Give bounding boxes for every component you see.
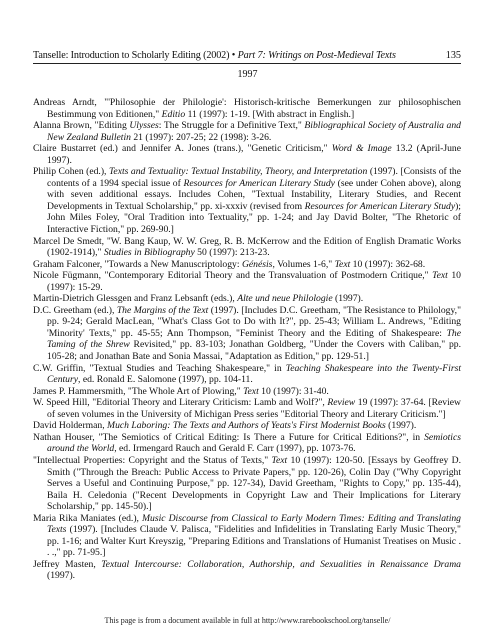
bibliography-entry (33, 259, 461, 271)
bibliography-entry (33, 270, 461, 293)
entry-italic-title: Textual Intercourse: Collaboration, Authorship, and Sexualities in Renaissance Drama (101, 558, 461, 570)
entry-italic-title: Text (334, 258, 351, 270)
entry-text: W. Speed Hill, "Editorial Theory and Literary Criticism: Lamb and Wolf?", (33, 397, 328, 409)
entry-italic-title: The Margins of the Text (116, 304, 209, 316)
entry-italic-title: Texts and Textuality: Textual Instability, Theory, and Interpretation (108, 166, 368, 178)
bibliography-entry (33, 97, 461, 120)
page-footer: This page is from a document available in full at http://www.rarebookschool.org/tanselle/ (104, 616, 391, 625)
bibliography-entry (33, 120, 461, 143)
bibliography-entry (33, 305, 461, 363)
entry-italic-title: The Taming of the Shrew (47, 327, 461, 351)
entry-text: James P. Hammersmith, "The Whole Art of Plowing," (33, 385, 244, 397)
bibliography-entry (33, 397, 461, 420)
bibliography-entry (33, 455, 461, 513)
entry-italic-title: Teaching Shakespeare into the Twenty-First Century (47, 362, 462, 386)
bibliography-entry (33, 236, 461, 259)
entry-italic-title: Resources for American Literary Study (183, 177, 335, 189)
entry-text: : The Struggle for a Definitive Text," (158, 120, 305, 132)
entry-italic-title: Much Laboring: The Texts and Authors of Yeats's First Modernist Books (107, 420, 386, 432)
entry-text: ); John Miles Foley, "Oral Tradition into Textuality," pp. 1-24; and Jay David Bolter, "The Rhetoric of Interactive Fiction," pp. 269-90.] (47, 200, 461, 236)
bibliography-entry (33, 559, 461, 582)
entry-italic-title: Music Discourse from Classical to Early Modern Times: Editing and Translating Texts (47, 512, 461, 536)
entry-italic-title: Review (327, 397, 356, 409)
entry-italic-title: Bibliographical Society of Australia and New Zealand Bulletin (47, 120, 461, 143)
bibliography-entry (33, 432, 461, 455)
entry-text: (1997). (385, 420, 417, 432)
entry-text: , ed. Irmengard Rauch and Gerald F. Carr (1997), pp. 1073-76. (114, 443, 356, 455)
entry-text: Nathan Houser, "The Semiotics of Critical Editing: Is There a Future for Critical Editions?", in (33, 431, 425, 443)
entry-text: Revisited," pp. 83-103; Jonathan Goldberg, "Under the Covers with Caliban," pp. 105-28; and Jonathan Bate and Sonia Massai, "Adaptation as Edition," pp. 129-51.] (47, 339, 462, 363)
bibliography-entry (33, 513, 461, 559)
entry-text: Philip Cohen (ed.), (33, 166, 109, 178)
entry-italic-title: Génésis (241, 258, 273, 270)
entry-italic-title: Text (432, 270, 448, 282)
entry-text: 13.2 (April-June 1997). (47, 143, 462, 166)
bibliography-entry (33, 420, 461, 432)
entry-italic-title: Text (243, 385, 259, 397)
entry-italic-title: Semiotics around the World (47, 431, 461, 455)
entry-text: David Holderman, (33, 420, 108, 432)
entry-text: Nicole Fügmann, "Contemporary Editorial Theory and the Transvaluation of Postmodern Critique," (33, 270, 433, 282)
entry-text: 10 (1997): 120-50. [Essays by Geoffrey D. Smith ("Through the Breach: Public Access to Private Papers," pp. 120-26), Colin Day ("Why Copyright Serves a Useful and Continuing Purpose," pp. 127-34), David Greetham, "Rights to Copy," pp. 135-44), Baila H. Celedonia ("Recent Developments in Copyright Law and Their Implications for Literary Scholarship," pp. 145-50).] (47, 454, 461, 513)
bibliography-entry (33, 143, 461, 166)
entry-italic-title: Editio (161, 108, 186, 120)
bibliography-list (33, 97, 461, 582)
entry-italic-title: Word & Image (331, 143, 392, 155)
entry-italic-title: Ulysses (129, 120, 159, 132)
entry-text: C.W. Griffin, "Textual Studies and Teaching Shakespeare," in (33, 362, 286, 374)
entry-text: 50 (1997): 213-23. (194, 247, 270, 259)
entry-text: Martin-Dietrich Glessgen and Franz Lebsanft (eds.), (33, 293, 238, 305)
entry-text: "Intellectual Properties: Copyright and the Status of Texts," (33, 454, 272, 466)
entry-text: (1997). (332, 293, 364, 305)
entry-italic-title: Studies in Bibliography (103, 247, 195, 259)
entry-text: 11 (1997): 1-19. [With abstract in English.] (185, 108, 355, 120)
header-rule (33, 63, 461, 64)
entry-text: 21 (1997): 207-25; 22 (1998): 3-26. (130, 131, 272, 143)
entry-text: (see under Cohen above), along with seven additional essays. Includes Cohen, "Textual Instability, Literary Studies, and Recent Developments in Textual Scholarship," pp. xi-xxxiv (revised from (47, 177, 461, 212)
entry-text: , Volumes 1-6," (272, 258, 335, 270)
entry-italic-title: Resources for American Literary Study (304, 200, 456, 212)
bibliography-entry (33, 386, 461, 398)
running-header (33, 50, 461, 62)
entry-text: D.C. Greetham (ed.), (33, 304, 117, 316)
entry-text: , ed. Ronald E. Salomone (1997), pp. 104-11. (78, 374, 253, 386)
bibliography-entry (33, 363, 461, 386)
section-year-heading: 1997 (237, 69, 258, 80)
running-header-title: Tanselle: Introduction to Scholarly Editing (2002) • Part 7: Writings on Post-Medieval Texts (33, 50, 396, 61)
entry-text: Alanna Brown, "Editing (33, 120, 130, 132)
entry-text: 10 (1997): 31-40. (258, 385, 329, 397)
entry-italic-title: Text (271, 454, 288, 466)
entry-text: Graham Falconer, "Towards a New Manuscriptology: (33, 258, 242, 270)
entry-text: (1997). [Consists of the contents of a 1994 special issue of (47, 166, 462, 189)
entry-text: Marcel De Smedt, "W. Bang Kaup, W. W. Greg, R. B. McKerrow and the Edition of English Dramatic Works (1902-1914)," (33, 235, 461, 259)
entry-text: 10 (1997): 15-29. (47, 270, 461, 293)
entry-text: (1997). [Includes Claude V. Palisca, "Fidelities and Infidelities in Translating Early Music Theory," pp. 1-16; and Walter Kurt Kreyszig, "Preparing Editions and Translations of Humanist Treatises on Music . . .," pp. 71-95.] (47, 524, 461, 559)
entry-text: 19 (1997): 37-64. [Review of seven volumes in the University of Michigan Press series "Editorial Theory and Literary Criticism."] (47, 397, 461, 420)
entry-text: Maria Rika Maniates (ed.), (33, 512, 142, 524)
page-number: 135 (445, 50, 461, 61)
entry-text: (1997). (47, 570, 76, 582)
bibliography-entry (33, 293, 461, 305)
entry-text: Claire Bustarret (ed.) and Jennifer A. Jones (trans.), "Genetic Criticism," (33, 143, 332, 155)
bibliography-entry (33, 166, 461, 235)
entry-text: (1997). [Includes D.C. Greetham, "The Resistance to Philology," pp. 9-24; Gerald MacLean, "What's Class Got to Do with It?", pp. 25-43; William L. Andrews, "Editing 'Minority' Texts," pp. 45-55; Ann Thompson, "Feminist Theory and the Editing of Shakespeare: (47, 304, 461, 339)
entry-text: Jeffrey Masten, (33, 558, 102, 570)
entry-text: Andreas Arndt, "'Philosophie der Philologie': Historisch-kritische Bemerkungen zur philosophischen Bestimmung von Editionen," (33, 97, 461, 120)
entry-text: 10 (1997): 362-68. (350, 258, 426, 270)
entry-italic-title: Alte und neue Philologie (237, 293, 333, 305)
